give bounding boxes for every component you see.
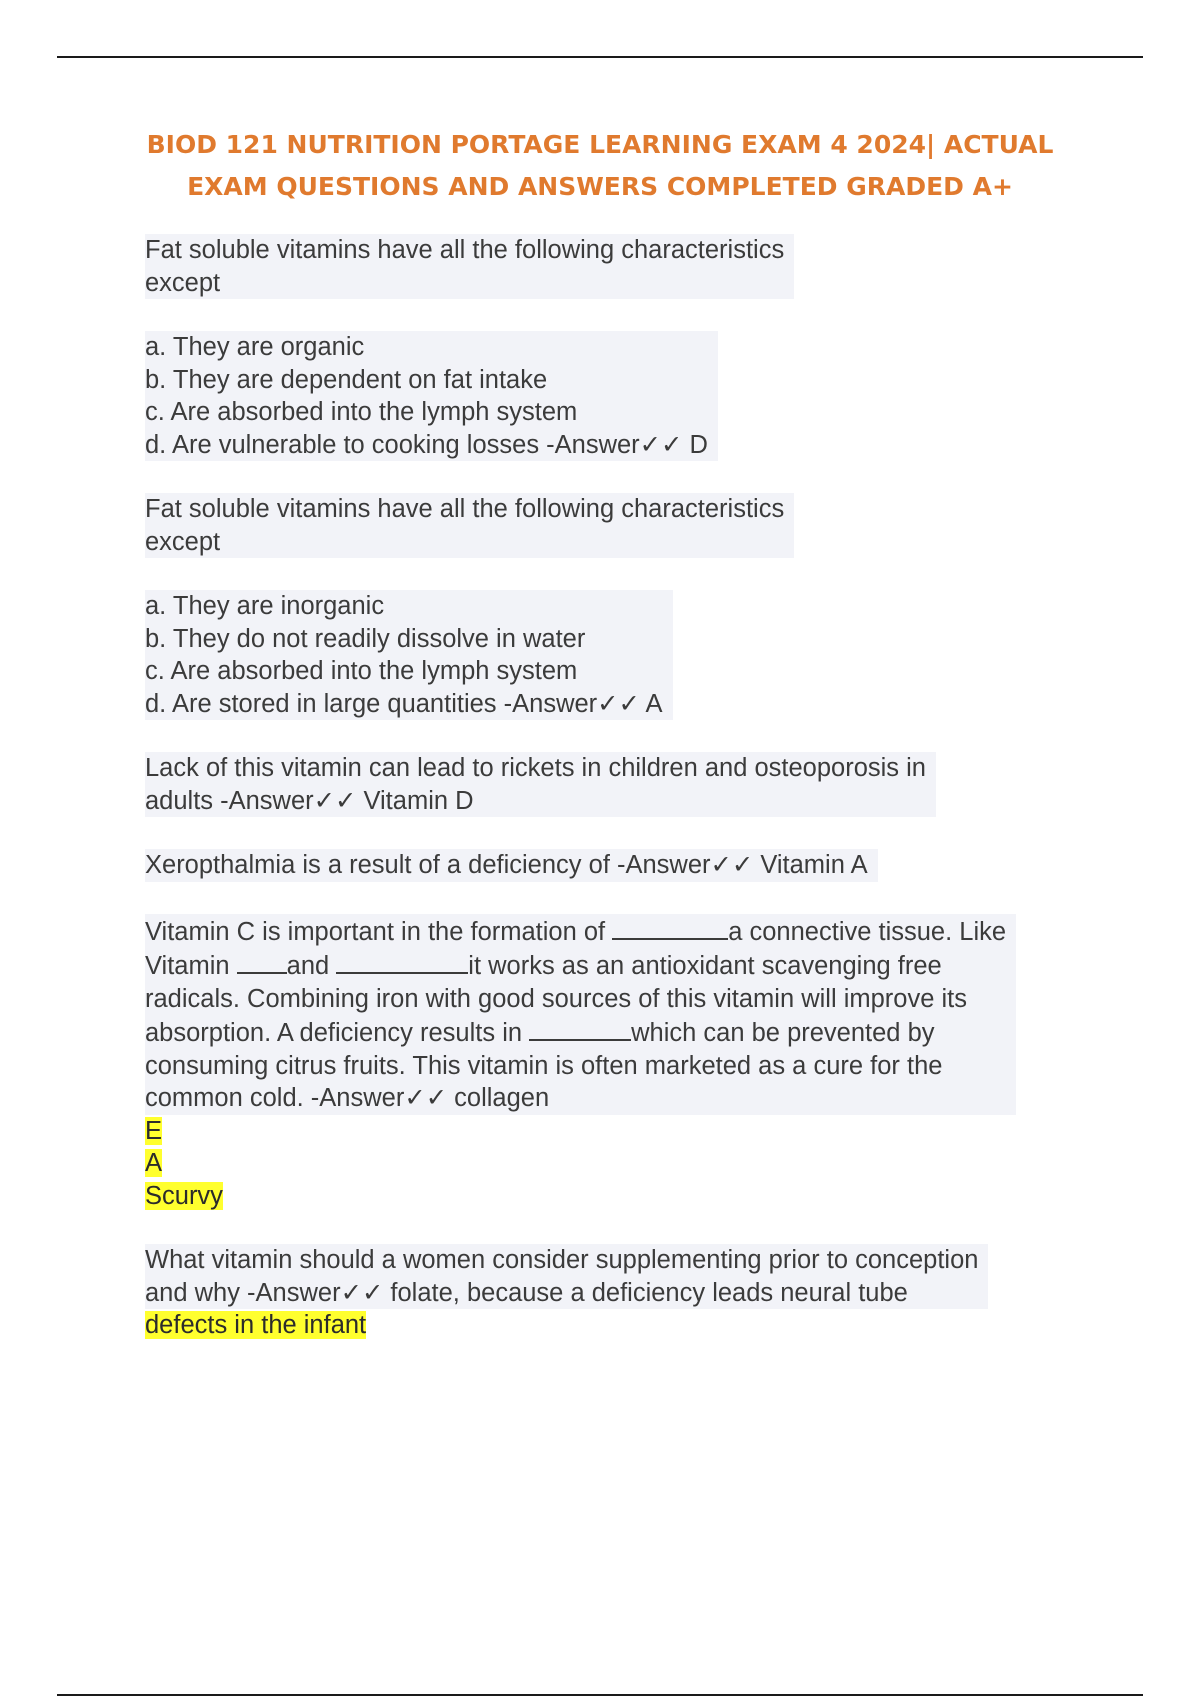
question-4-answer: Xeropthalmia is a result of a deficiency of -Answer✓✓ Vitamin A [145, 851, 868, 879]
question-3-block [145, 752, 936, 817]
question-6-answer: and why -Answer✓✓ folate, because a deficiency leads neural tube [145, 1278, 908, 1307]
answer-line [145, 1180, 1105, 1213]
text-segment: and [286, 952, 337, 980]
text-segment: it works as an antioxidant scavenging free [468, 952, 942, 980]
question-2-options [145, 590, 1105, 720]
highlighted-answer: E [145, 1116, 163, 1145]
question-4 [145, 849, 1105, 882]
title-line-2: EXAM QUESTIONS AND ANSWERS COMPLETED GRADED A+ [187, 172, 1013, 201]
blank-line [336, 948, 468, 974]
question-4-block [145, 849, 878, 882]
document-title [100, 124, 1100, 208]
options-block [145, 331, 718, 461]
option-d-answer: d. Are vulnerable to cooking losses -Answer✓✓ D [145, 430, 708, 459]
option-a: a. They are inorganic [145, 592, 385, 620]
answer-line [145, 1115, 1105, 1148]
blank-line [612, 914, 728, 940]
blank-line [529, 1015, 631, 1041]
question-6 [145, 1244, 1105, 1342]
question-5-line: consuming citrus fruits. This vitamin is often marketed as a cure for the [145, 1051, 943, 1080]
question-2 [145, 493, 1105, 558]
question-1-stem [145, 234, 794, 299]
text-segment: a connective tissue. Like [728, 917, 1007, 946]
question-3-line: Lack of this vitamin can lead to rickets in children and osteoporosis in [145, 754, 926, 782]
text-segment: which can be prevented by [631, 1019, 935, 1047]
title-line-1: BIOD 121 NUTRITION PORTAGE LEARNING EXAM 4 2024| ACTUAL [146, 130, 1054, 159]
option-d-answer: d. Are stored in large quantities -Answer✓✓ A [145, 689, 663, 718]
question-1 [145, 234, 1105, 299]
question-5-line [145, 914, 1006, 949]
question-5 [145, 914, 1105, 1213]
options-block [145, 590, 673, 720]
text-segment: Vitamin C is important in the formation of [145, 917, 613, 946]
text-segment: absorption. A deficiency results in [145, 1019, 530, 1047]
option-b: b. They are dependent on fat intake [145, 365, 548, 394]
top-rule [57, 56, 1143, 58]
option-b: b. They do not readily dissolve in water [145, 624, 586, 653]
highlighted-answer: defects in the infant [145, 1311, 367, 1339]
stem-line: except [145, 268, 221, 297]
question-5-line: radicals. Combining iron with good sources of this vitamin will improve its [145, 984, 967, 1013]
question-5-line [145, 1015, 1006, 1050]
answer-line [145, 1309, 1105, 1342]
question-6-block [145, 1244, 988, 1309]
stem-line: except [145, 527, 221, 556]
question-6-line: What vitamin should a women consider supplementing prior to conception [145, 1246, 979, 1274]
question-3-answer: adults -Answer✓✓ Vitamin D [145, 786, 474, 815]
document-body [145, 234, 1105, 1374]
highlighted-answer: Scurvy [145, 1181, 223, 1210]
stem-line: Fat soluble vitamins have all the following characteristics [145, 236, 785, 264]
bottom-rule [57, 1694, 1143, 1696]
blank-line [237, 948, 287, 974]
text-segment: Vitamin [145, 952, 237, 980]
question-5-block [145, 914, 1016, 1115]
question-3 [145, 752, 1105, 817]
option-c: c. Are absorbed into the lymph system [145, 657, 578, 685]
question-5-line [145, 948, 1006, 983]
question-1-options [145, 331, 1105, 461]
question-2-stem [145, 493, 794, 558]
question-5-answer: common cold. -Answer✓✓ collagen [145, 1084, 550, 1112]
highlighted-answer: A [145, 1149, 163, 1177]
answer-line [145, 1147, 1105, 1180]
stem-line: Fat soluble vitamins have all the following characteristics [145, 495, 785, 523]
option-c: c. Are absorbed into the lymph system [145, 398, 578, 426]
option-a: a. They are organic [145, 333, 365, 361]
